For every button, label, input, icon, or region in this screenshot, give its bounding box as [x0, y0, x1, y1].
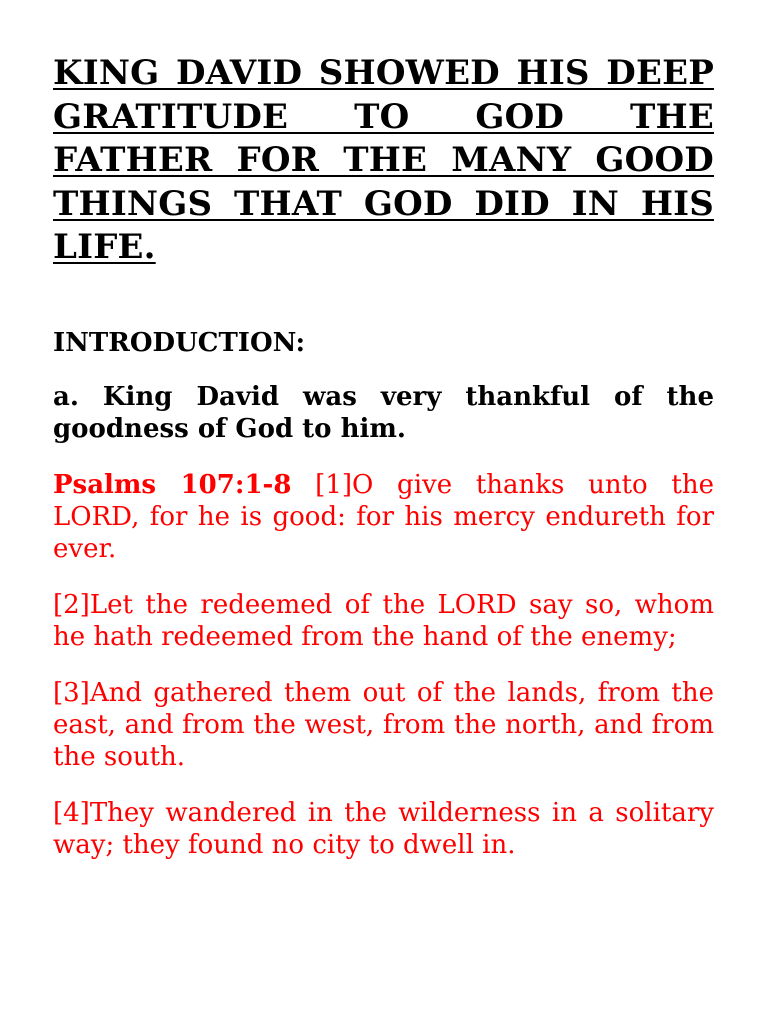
verse-3: [3]And gathered them out of the lands, from the east, and from the west, from the north, and from the south.	[53, 677, 714, 772]
point-a: a. King David was very thankful of the goodness of God to him.	[53, 381, 714, 444]
verse-1-text: [1]O give thanks unto the LORD, for he is good: for his mercy endureth for ever.	[53, 469, 714, 564]
verse-4: [4]They wandered in the wilderness in a solitary way; they found no city to dwell in.	[53, 797, 714, 860]
verse-2: [2]Let the redeemed of the LORD say so, whom he hath redeemed from the hand of the enemy;	[53, 589, 714, 652]
scripture-reference: Psalms 107:1-8	[53, 469, 292, 500]
verse-1	[53, 469, 714, 565]
document-page	[53, 52, 714, 861]
document-title: KING DAVID SHOWED HIS DEEP GRATITUDE TO GOD THE FATHER FOR THE MANY GOOD THINGS THAT GOD DID IN HIS LIFE.	[53, 53, 714, 267]
introduction-heading: INTRODUCTION:	[53, 327, 306, 358]
